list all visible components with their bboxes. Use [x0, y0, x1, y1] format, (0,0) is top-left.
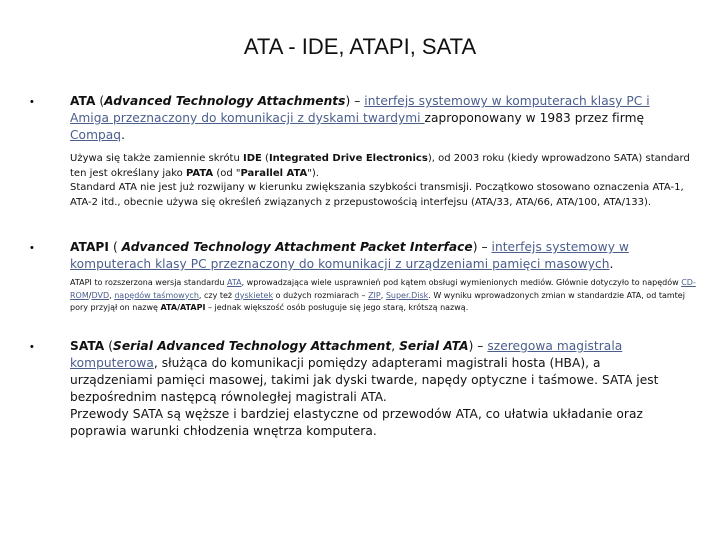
pata-full-name: Parallel ATA	[240, 167, 308, 179]
ata-atapi-term: ATA/ATAPI	[160, 303, 206, 312]
sata-short-name: Serial ATA	[399, 339, 469, 353]
sata-cables-note: Przewody SATA są węższe i bardziej elastyczne od przewodów ATA, co ułatwia układanie oraz poprawia warunki chłodzenia wnętrza komputera.	[70, 407, 643, 438]
atapi-full-name: Advanced Technology Attachment Packet Interface	[121, 240, 473, 254]
atapi-term: ATAPI	[70, 240, 110, 254]
ide-full-name: Integrated Drive Electronics	[268, 153, 428, 164]
ide-term: IDE	[243, 153, 262, 164]
ata-interface-link[interactable]: interfejs systemowy w komputerach klasy PC i Amiga przeznaczony do komunikacji z dyskami twardymi	[70, 94, 650, 125]
serial-bus-link[interactable]: szeregowa magistrala komputerowa	[70, 339, 623, 370]
bullet-atapi: •	[30, 242, 34, 254]
ata-term: ATA	[70, 94, 96, 108]
atapi-details: ATAPI to rozszerzona wersja standardu ATA, wprowadzająca wiele usprawnień pod kątem obsługi wymienionych mediów. Głównie dotyczyło to napędów CD-ROM/DVD, napędów taśmowych, czy też dyskietek o dużych rozmiarach – ZIP, Super.Disk. W wyniku wprowadzonych zmian w standardzie ATA, od tamtej pory przyjął on nazwę ATA/ATAPI – jednak większość osób posługuje się jego starą, krótszą nazwą.	[70, 278, 696, 312]
sata-full-name: Serial Advanced Technology Attachment	[113, 339, 392, 353]
ata-definition: ATA (Advanced Technology Attachments) – interfejs systemowy w komputerach klasy PC i Amiga przeznaczony do komunikacji z dyskami twardymi zaproponowany w 1983 przez firmę Compaq.	[70, 94, 650, 142]
compaq-link[interactable]: Compaq	[70, 128, 122, 142]
sata-term: SATA	[70, 339, 105, 353]
zip-link[interactable]: ZIP	[368, 290, 381, 300]
bullet-ata: •	[30, 96, 34, 108]
ata-link[interactable]: ATA	[226, 278, 242, 287]
atapi-definition: ATAPI ( Advanced Technology Attachment Packet Interface) – interfejs systemowy w komputerach klasy PC przeznaczony do komunikacji z urządzeniami pamięci masowych.	[70, 240, 629, 271]
atapi-interface-link[interactable]: interfejs systemowy w komputerach klasy PC przeznaczony do komunikacji z urządzeniami pamięci masowych	[70, 240, 629, 271]
tape-drives-link[interactable]: napędów taśmowych	[114, 290, 199, 300]
ata-details: Używa się także zamiennie skrótu IDE (Integrated Drive Electronics), od 2003 roku (kiedy wprowadzono SATA) standard ten jest określany jako PATA (od "Parallel ATA"). Standard ATA nie jest już rozwijany w kierunku zwiększania szybkości transmisji. Początkowo stosowano oznaczenia ATA-1, ATA-2 itd., obecnie używa się określeń związanych z przepustowością interfejsu (ATA/33, ATA/66, ATA/100, ATA/133).	[70, 153, 690, 208]
bullet-sata: •	[30, 341, 34, 353]
slide-title: ATA - IDE, ATAPI, SATA	[243, 34, 477, 59]
dvd-link[interactable]: DVD	[91, 290, 110, 300]
ata-development-note: Standard ATA nie jest już rozwijany w kierunku zwiększania szybkości transmisji. Początkowo stosowano oznaczenia ATA-1, ATA-2 itd., obecnie używa się określeń związanych z przepustowością interfejsu (ATA/33, ATA/66, ATA/100, ATA/133).	[70, 182, 684, 208]
floppy-link[interactable]: dyskietek	[234, 290, 274, 300]
cd-rom-link[interactable]: CD-ROM	[70, 278, 696, 300]
pata-term: PATA	[185, 167, 214, 179]
superdisk-link[interactable]: Super.Disk	[385, 290, 429, 300]
ata-full-name: Advanced Technology Attachments	[104, 94, 346, 108]
sata-definition: SATA (Serial Advanced Technology Attachment, Serial ATA) – szeregowa magistrala komputerowa, służąca do komunikacji pomiędzy adapterami magistrali hosta (HBA), a urządzeniami pamięci masowej, takimi jak dyski twarde, napędy optyczne i taśmowe. SATA jest bezpośrednim następcą równoległej magistrali ATA. Przewody SATA są węższe i bardziej elastyczne od przewodów ATA, co ułatwia układanie oraz poprawia warunki chłodzenia wnętrza komputera.	[70, 339, 659, 438]
